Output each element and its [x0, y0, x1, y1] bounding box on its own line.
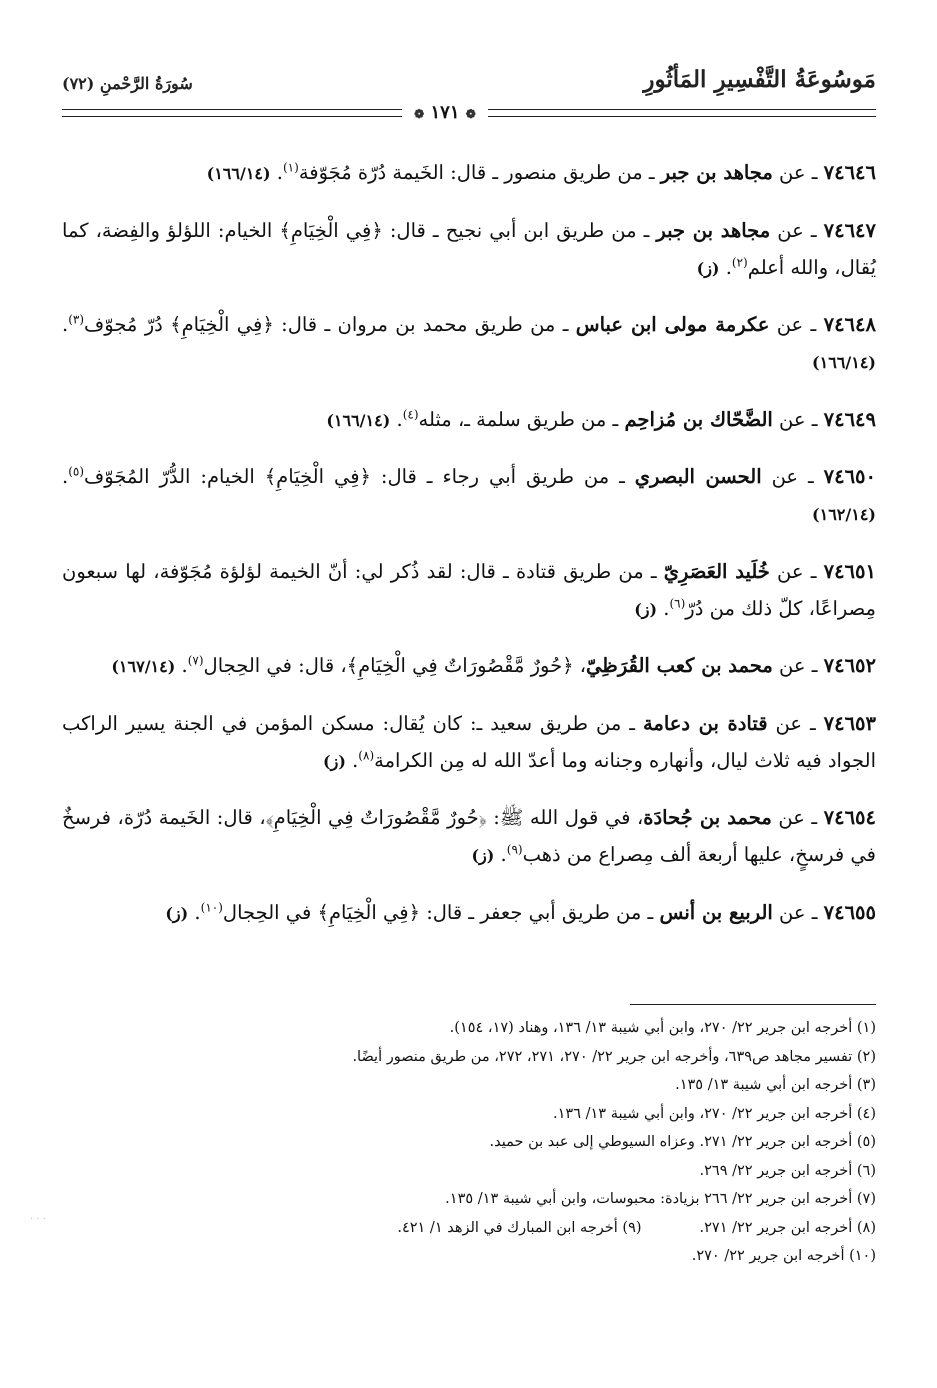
entry-text: ، ﴿حُورٌ مَّقْصُورَاتٌ فِي الْخِيَامِ﴾، قال: في الحِجال — [203, 654, 587, 677]
entry-number: ٧٤٦٤٦ — [823, 161, 876, 184]
entry-tail: . — [62, 313, 69, 336]
entry-tail: . — [345, 748, 359, 772]
header-rule — [62, 102, 876, 123]
entry-ref: (١٦٢/١٤) — [812, 505, 876, 524]
footnote: (٩) أخرجه ابن المبارك في الزهد ١/ ٤٢١. — [397, 1219, 642, 1236]
entry — [62, 458, 876, 533]
footnote: (٨) أخرجه ابن جرير ٢٢/ ٢٧١. — [699, 1219, 876, 1236]
footnote-marker: (٦) — [669, 596, 686, 610]
header-rule-left — [62, 109, 402, 117]
surah-title: سُورَةُ الرَّحْمنِ (٧٢) — [62, 74, 193, 93]
entry-text: ـ من طريق قتادة ـ قال: لقد ذُكر لي: أنّ الخيمة لؤلؤة مُجَوّفة، لها سبعون مِصراعًا، كلّ ذلك من دُرّ — [62, 559, 876, 620]
entry-prefix: ـ عن — [761, 465, 824, 488]
entry — [62, 154, 876, 192]
narrator: قتادة بن دعامة — [642, 711, 768, 735]
entry-ref: (١٦٦/١٤) — [206, 164, 271, 183]
footnote-rule — [630, 1004, 876, 1005]
entry-number: ٧٤٦٥٤ — [823, 806, 876, 829]
entry-prefix: ـ عن — [772, 161, 824, 184]
entry-number: ٧٤٦٤٨ — [823, 313, 876, 336]
entry-text: ـ من طريق ابن أبي نجيح ـ قال: ﴿فِي الْخِيَامِ﴾ الخيام: اللؤلؤ والفِضة، كما يُقال، والله أعلم — [62, 218, 876, 279]
entry-number: ٧٤٦٥٥ — [823, 900, 876, 924]
footnote: (٤) أخرجه ابن جرير ٢٢/ ٢٧٠، وابن أبي شيبة ١٣/ ١٣٦. — [553, 1105, 876, 1122]
entry-number: ٧٤٦٥٣ — [823, 711, 876, 735]
header-rule-right — [488, 109, 876, 117]
entry-ref: (ز) — [323, 751, 346, 771]
ornament-icon: ❁ — [414, 107, 425, 121]
entry — [62, 894, 876, 932]
entry-tail: . — [188, 900, 201, 924]
entry-ref: (١٦٧/١٤) — [111, 657, 176, 676]
footnote-marker: (٢) — [731, 255, 748, 269]
narrator: عكرمة مولى ابن عباس — [575, 313, 770, 336]
entry-ref: (ز) — [634, 599, 658, 619]
entry — [62, 306, 876, 381]
footnote-marker: (٨) — [358, 748, 375, 762]
entry — [62, 799, 876, 874]
footnote-pair — [62, 1214, 876, 1243]
entry-prefix: ـ عن — [769, 559, 824, 583]
entry-text: ـ من طريق أبي رجاء ـ قال: ﴿فِي الْخِيَامِ﴾ الخيام: الدُّرّ المُجَوّف — [84, 465, 635, 488]
entry-prefix: ـ عن — [770, 218, 824, 242]
entry — [62, 647, 876, 685]
narrator: الربيع بن أنس — [659, 900, 773, 924]
entry-text: ـ من طريق سلمة ـ، مثله — [418, 407, 625, 431]
entry-tail: . — [62, 465, 69, 488]
entry-tail: . — [270, 161, 283, 184]
narrator: محمد بن كعب القُرَظِيّ — [586, 654, 773, 677]
entry — [62, 705, 876, 780]
footnote-marker: (١) — [282, 160, 299, 175]
footnote: (٧) أخرجه ابن جرير ٢٢/ ٢٦٦ بزيادة: محبوسات، وابن أبي شيبة ١٣/ ١٣٥. — [445, 1191, 876, 1207]
narrator: مجاهد بن جبر — [660, 161, 773, 184]
footnote-marker: (٧) — [187, 653, 204, 668]
entry-ref: (١٦٦/١٤) — [812, 353, 876, 372]
page — [62, 66, 876, 1366]
page-number-group — [402, 102, 488, 123]
entry-number: ٧٤٦٥٢ — [823, 654, 876, 677]
entry — [62, 401, 876, 439]
entry — [62, 212, 876, 287]
footnote-marker: (٤) — [402, 407, 419, 421]
entry-number: ٧٤٦٤٩ — [823, 407, 876, 431]
entry-prefix: ـ عن — [772, 407, 824, 431]
page-number: ١٧١ — [430, 102, 460, 123]
footnote-marker: (٣) — [68, 312, 85, 327]
narrator: محمد بن جُحادَة — [643, 806, 772, 829]
entry-ref: (ز) — [696, 258, 720, 278]
footnote: (٦) أخرجه ابن جرير ٢٢/ ٢٦٩. — [699, 1162, 876, 1179]
entry-tail: . — [494, 843, 507, 866]
narrator: الضَّحّاك بن مُزاحِم — [624, 407, 773, 431]
narrator: خُلَيد العَصَرِيّ — [663, 559, 770, 583]
footnote: (١) أخرجه ابن جرير ٢٢/ ٢٧٠، وابن أبي شيبة ١٣/ ١٣٦، وهناد (١٧، ١٥٤). — [449, 1020, 876, 1036]
entry-text: ـ من طريق منصور ـ قال: الخَيمة دُرّة مُجَوّفة — [298, 161, 661, 184]
entry-tail: . — [719, 255, 732, 279]
footnote-marker: (٩) — [506, 842, 523, 857]
entry — [62, 553, 876, 628]
entry-number: ٧٤٦٥١ — [823, 559, 876, 583]
scan-artifact: · · · — [30, 1214, 46, 1225]
entry-ref: (ز) — [471, 846, 495, 865]
footnote: (٥) أخرجه ابن جرير ٢٢/ ٢٧١. وعزاه السيوطي إلى عبد بن حميد. — [489, 1134, 876, 1150]
entry-ref: (ز) — [165, 903, 189, 923]
narrator: مجاهد بن جبر — [656, 218, 771, 242]
entry-text: ـ من طريق محمد بن مروان ـ قال: ﴿فِي الْخِيَامِ﴾ دُرّ مُجوّف — [84, 313, 576, 336]
entry-text: ـ من طريق سعيد ـ: كان يُقال: مسكن المؤمن في الجنة يسير الراكب الجواد فيه ثلاث ليال، وأنهاره وجنانه وما أعدّ الله له مِن الكرامة — [62, 711, 876, 772]
entry-prefix: ـ عن — [769, 313, 824, 336]
entry-tail: . — [657, 596, 670, 620]
footnote-marker: (١٠) — [200, 900, 223, 914]
entry-prefix: ـ عن — [772, 654, 824, 677]
footnote: (١٠) أخرجه ابن جرير ٢٢/ ٢٧٠. — [691, 1248, 876, 1264]
entry-tail: . — [175, 654, 188, 677]
entry-text: ، في قول الله ﷺ: ﴿حُورٌ مَّقْصُورَاتٌ فِي الْخِيَامِ﴾، قال: الخَيمة دُرّة، فرسخٌ في فرسخٍ، عليها أربعة ألف مِصراع من ذهب — [62, 806, 876, 866]
entry-number: ٧٤٦٥٠ — [823, 465, 876, 488]
entry-tail: . — [390, 407, 403, 431]
running-head — [62, 66, 876, 123]
footnote: (٣) أخرجه ابن أبي شيبة ١٣/ ١٣٥. — [675, 1077, 876, 1093]
entry-number: ٧٤٦٤٧ — [823, 218, 876, 242]
entry-prefix: ـ عن — [771, 806, 824, 829]
series-title: مَوسُوعَةُ التَّفْسِيرِ المَأثُورِ — [643, 66, 876, 93]
entry-prefix: ـ عن — [767, 711, 824, 735]
footnotes — [62, 1014, 876, 1271]
entry-text: ـ من طريق أبي جعفر ـ قال: ﴿فِي الْخِيَامِ﴾ في الحِجال — [222, 900, 660, 924]
ornament-icon: ❁ — [465, 107, 476, 121]
entry-prefix: ـ عن — [772, 900, 824, 924]
footnote-marker: (٥) — [68, 464, 85, 479]
footnote: (٢) تفسير مجاهد ص٦٣٩، وأخرجه ابن جرير ٢٢/ ٢٧٠، ٢٧١، ٢٧٢، من طريق منصور أيضًا. — [352, 1048, 876, 1065]
entry-ref: (١٦٦/١٤) — [326, 410, 391, 430]
entries — [62, 154, 876, 938]
narrator: الحسن البصري — [634, 465, 762, 488]
